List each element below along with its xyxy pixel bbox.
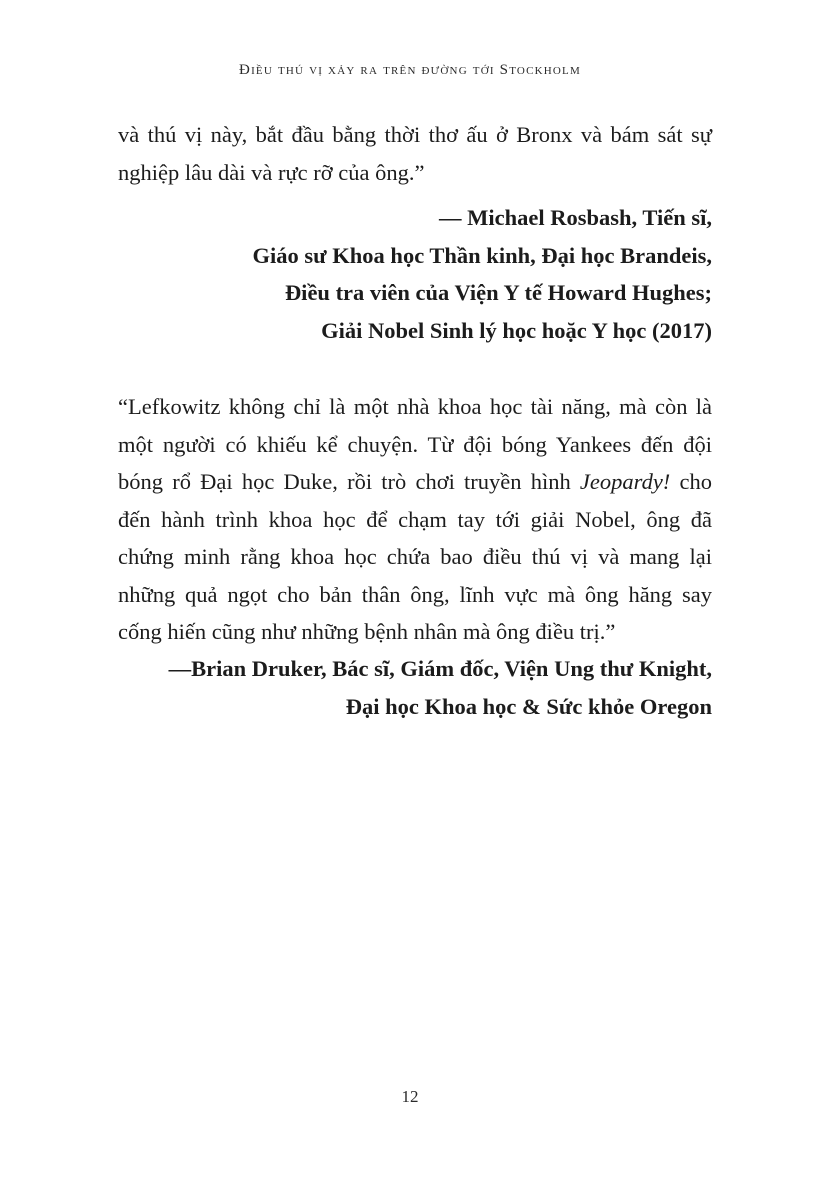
show-title-italic: Jeopardy! [579, 469, 671, 494]
paragraph-line: những quả ngọt cho bản thân ông, lĩnh vực mà ông hăng say [118, 581, 712, 607]
running-header: Điều thú vị xảy ra trên đường tới Stockholm [239, 62, 581, 78]
paragraph-line: đến hành trình khoa học để chạm tay tới giải Nobel, ông đã [118, 506, 712, 532]
attribution-druker [169, 650, 712, 725]
text-segment: cho [670, 469, 712, 494]
paragraph-line: nghiệp lâu dài và rực rỡ của ông.” [118, 159, 425, 185]
attribution-rosbash [253, 199, 712, 349]
page-number: 12 [401, 1087, 419, 1106]
paragraph-line: và thú vị này, bắt đầu bằng thời thơ ấu ở Bronx và bám sát sự [118, 122, 712, 147]
paragraph-line [118, 463, 712, 501]
attribution-line: Điều tra viên của Viện Y tế Howard Hughes; [284, 280, 712, 305]
paragraph-line: “Lefkowitz không chỉ là một nhà khoa học tài năng, mà còn là [118, 394, 712, 419]
text-segment: bóng rổ Đại học Duke, rồi trò chơi truyền hình [118, 469, 580, 494]
paragraph-line: chứng minh rằng khoa học chứa bao điều thú vị và mang lại [118, 544, 712, 569]
quote-continuation-paragraph [118, 116, 712, 191]
attribution-line: Giáo sư Khoa học Thần kinh, Đại học Brandeis, [252, 242, 712, 268]
attribution-line: — Michael Rosbash, Tiến sĩ, [439, 205, 712, 230]
attribution-line: —Brian Druker, Bác sĩ, Giám đốc, Viện Ung thư Knight, [168, 656, 712, 681]
attribution-line: Đại học Khoa học & Sức khỏe Oregon [345, 693, 712, 719]
attribution-line: Giải Nobel Sinh lý học hoặc Y học (2017) [321, 317, 712, 343]
paragraph-line: cống hiến cũng như những bệnh nhân mà ông điều trị.” [118, 619, 616, 644]
paragraph-line: một người có khiếu kể chuyện. Từ đội bóng Yankees đến đội [118, 431, 712, 457]
lefkowitz-quote-paragraph [118, 388, 712, 651]
